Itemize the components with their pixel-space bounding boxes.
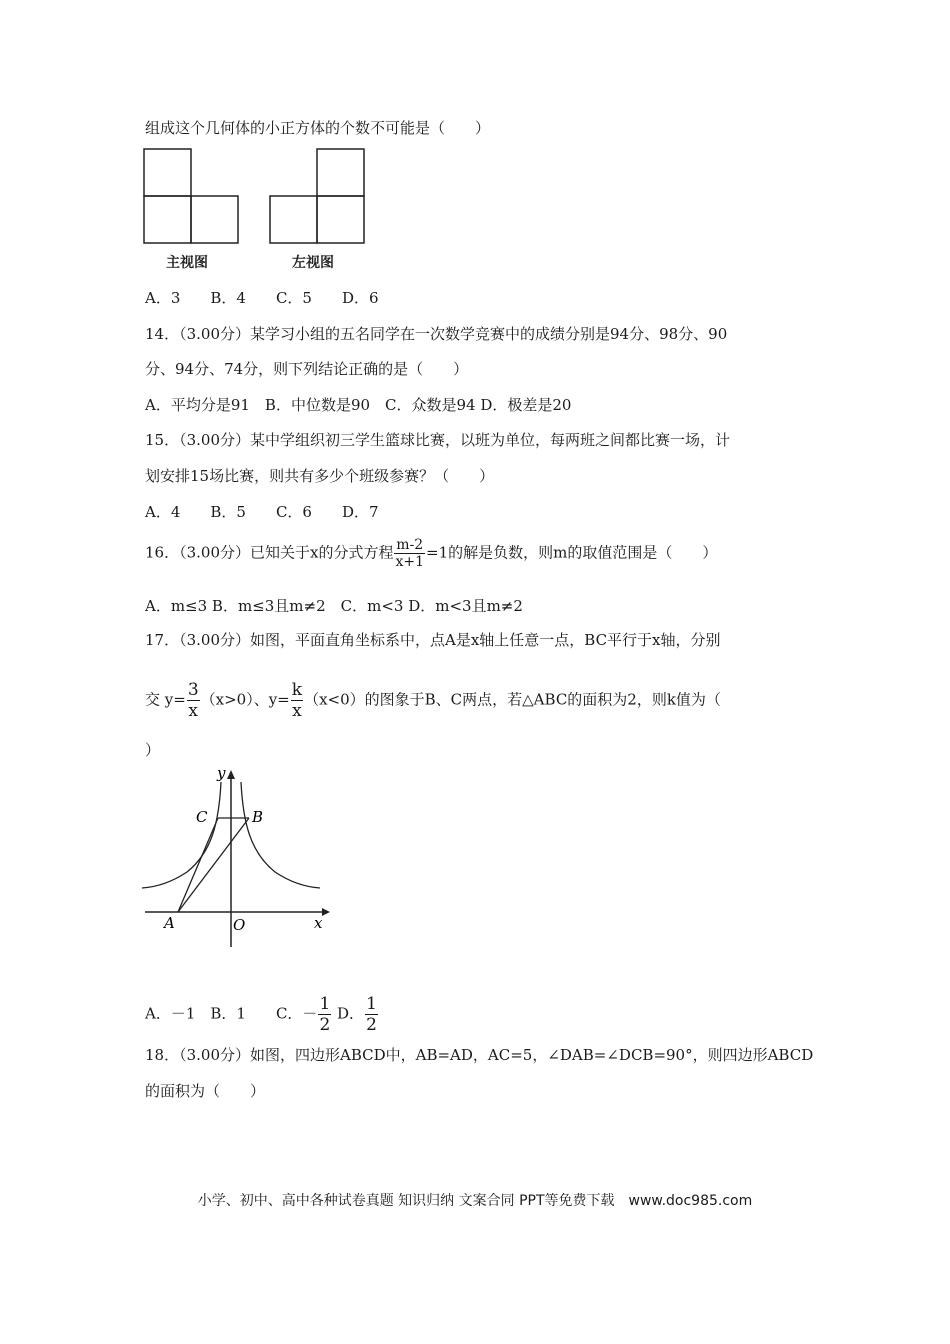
curve-left bbox=[142, 782, 221, 888]
q16-fraction bbox=[394, 537, 425, 570]
q15-line1: 15．（3.00分）某中学组织初三学生篮球比赛，以班为单位，每两班之间都比赛一场，计 bbox=[145, 431, 730, 449]
q16-prefix: 16．（3.00分）已知关于x的分式方程 bbox=[145, 543, 394, 562]
q18-line2: 的面积为（ ） bbox=[145, 1082, 266, 1100]
q16-frac-num: m-2 bbox=[396, 537, 424, 553]
label-b: B bbox=[252, 808, 264, 826]
q14-options: A．平均分是91 B．中位数是90 C．众数是94 D．极差是20 bbox=[145, 396, 572, 414]
segment-ac bbox=[178, 818, 218, 912]
q17-line1: 17．（3.00分）如图，平面直角坐标系中，点A是x轴上任意一点，BC平行于x轴，分别 bbox=[145, 631, 721, 649]
q17-f1-den: x bbox=[188, 701, 199, 721]
q15-options: A．4 B．5 C．6 D．7 bbox=[145, 503, 379, 521]
q17-frac-1 bbox=[187, 680, 200, 721]
left-view-caption: 左视图 bbox=[292, 255, 334, 271]
curve-right bbox=[241, 782, 320, 888]
page-footer: 小学、初中、高中各种试卷真题 知识归纳 文案合同 PPT等免费下载 www.doc985.com bbox=[197, 1193, 753, 1209]
label-o: O bbox=[233, 916, 246, 934]
q17-line3: ） bbox=[145, 741, 161, 759]
q17-opt-c-den: 2 bbox=[319, 1015, 331, 1035]
q17-options bbox=[145, 994, 379, 1035]
y-axis-arrow bbox=[227, 770, 235, 779]
q17-f1-num: 3 bbox=[187, 680, 199, 700]
q16-suffix: =1的解是负数，则m的取值范围是（ ） bbox=[426, 543, 718, 562]
q17-f2-num: k bbox=[291, 680, 303, 700]
q17-opt-d: D． bbox=[332, 1004, 365, 1023]
q17-opt-c-frac bbox=[318, 994, 331, 1035]
front-view-figure bbox=[143, 148, 243, 248]
q16-options: A．m≤3 B．m≤3且m≠2 C．m<3 D．m<3且m≠2 bbox=[145, 597, 523, 615]
q16-stem bbox=[145, 537, 717, 570]
q17-frac-2 bbox=[291, 680, 303, 721]
x-axis-arrow bbox=[322, 908, 330, 916]
q17-line2 bbox=[145, 680, 721, 721]
label-c: C bbox=[196, 808, 208, 826]
q18-line1: 18．（3.00分）如图，四边形ABCD中，AB=AD，AC=5，∠DAB=∠DCB=90°，则四边形ABCD bbox=[145, 1046, 814, 1064]
q17-f2-den: x bbox=[292, 701, 302, 721]
label-x: x bbox=[314, 914, 323, 932]
q17-opt-ab: A．－1 B．1 C． bbox=[145, 1004, 303, 1023]
label-a: A bbox=[164, 914, 175, 932]
q17-l2-a: 交 y= bbox=[145, 690, 186, 709]
front-view-caption: 主视图 bbox=[166, 255, 208, 271]
q17-opt-d-den: 2 bbox=[366, 1015, 377, 1035]
q17-l2-c: （x<0）的图象于B、C两点，若△ABC的面积为2，则k值为（ bbox=[304, 690, 721, 709]
q15-line2: 划安排15场比赛，则共有多少个班级参赛？（ ） bbox=[145, 467, 495, 485]
q14-line1: 14．（3.00分）某学习小组的五名同学在一次数学竞赛中的成绩分别是94分、98分、90 bbox=[145, 325, 728, 343]
q17-l2-b: （x>0）、y= bbox=[200, 690, 290, 709]
label-y: y bbox=[217, 764, 226, 782]
left-view-figure bbox=[269, 148, 369, 248]
q13-stem: 组成这个几何体的小正方体的个数不可能是（ ） bbox=[145, 119, 491, 137]
q16-frac-den: x+1 bbox=[395, 554, 424, 570]
q17-graph bbox=[140, 762, 340, 952]
q17-opt-c-sign: － bbox=[302, 1004, 318, 1023]
q13-options: A．3 B．4 C．5 D．6 bbox=[145, 289, 379, 307]
q17-opt-d-frac bbox=[365, 994, 378, 1035]
q17-opt-d-num: 1 bbox=[366, 994, 377, 1014]
q14-line2: 分、94分、74分，则下列结论正确的是（ ） bbox=[145, 360, 469, 378]
q17-opt-c-num: 1 bbox=[319, 994, 331, 1014]
